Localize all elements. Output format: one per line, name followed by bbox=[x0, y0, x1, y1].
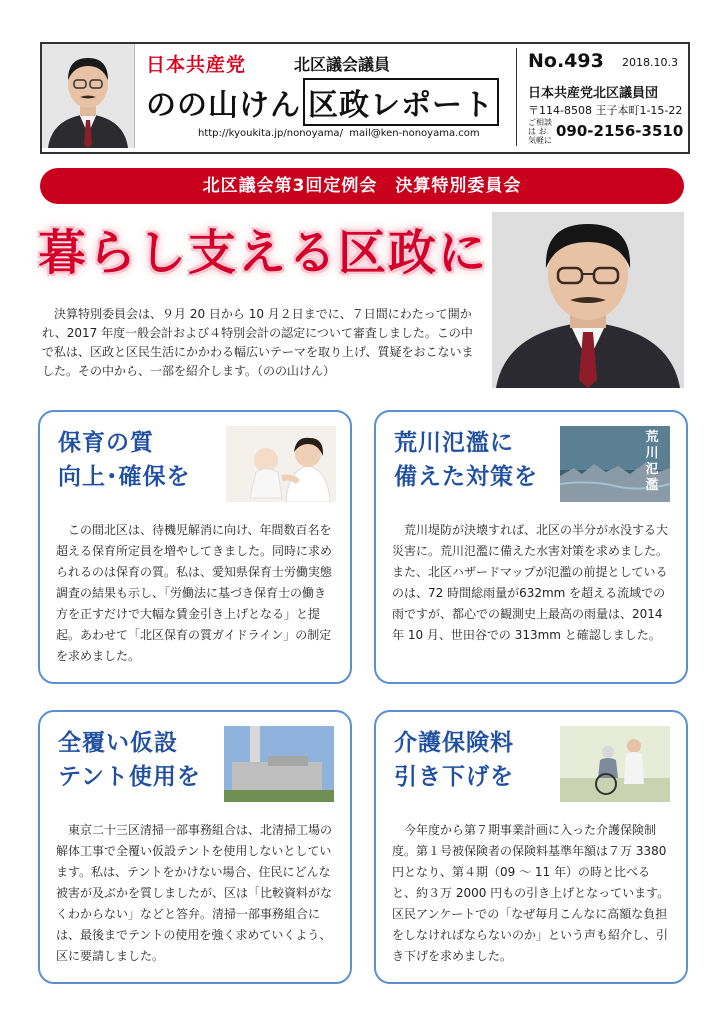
issue-number: No.493 bbox=[528, 50, 604, 72]
party-name: 日本共産党 bbox=[146, 54, 247, 76]
intro-text: 決算特別委員会は、９月 20 日から 10 月２日までに、７日間にわたって開かれ、2017 年度一般会計および４特別会計の認定について審査しました。この中で私は、区政と区民生活にかかわる幅広いテーマを取り上げ、質疑をおこないました。その中から、一部を紹介します。（のの山けん） bbox=[42, 307, 474, 378]
header-portrait-photo bbox=[42, 44, 135, 148]
headline: 暮らし支える区政に bbox=[38, 225, 489, 281]
card-title bbox=[58, 426, 191, 494]
card-title-line1: 全覆い仮設 bbox=[58, 730, 178, 756]
card-title bbox=[394, 726, 514, 794]
mail-link[interactable]: mail@ken-nonoyama.com bbox=[349, 128, 480, 139]
flood-image-caption: 荒川氾濫 bbox=[645, 430, 659, 493]
card-tent bbox=[38, 710, 352, 984]
card-title-line1: 荒川氾濫に bbox=[394, 430, 514, 456]
card-title bbox=[58, 726, 201, 794]
card-body: 東京二十三区清掃一部事務組合は、北清掃工場の解体工事で全覆い仮設テントを使用しないとしています。私は、テントをかけない場合、住民にどんな被害が及ぶかを質しましたが、区は「比較資料がなくわからない」などと答弁。清掃一部事務組合には、最後までテントの使用を強く求めていくよう、区に要請しました。 bbox=[56, 823, 333, 963]
card-title-line2: 備えた対策を bbox=[394, 464, 538, 490]
organization-address: 〒114-8508 王子本町1-15-22 bbox=[528, 104, 683, 117]
member-role: 北区議会議員 bbox=[294, 55, 391, 74]
card-flood bbox=[374, 410, 688, 684]
mother-baby-photo bbox=[226, 426, 336, 502]
card-title-line2: 引き下げを bbox=[394, 764, 514, 790]
organization-name: 日本共産党北区議員団 bbox=[528, 86, 659, 101]
report-title bbox=[146, 78, 499, 126]
card-title bbox=[394, 426, 538, 494]
card-body: 荒川堤防が決壊すれば、北区の半分が水没する大災害に。荒川氾濫に備えた水害対策を求めました。また、北区ハザードマップが氾濫の前提としているのは、72 時間総雨量が632mm を超える流域での雨ですが、都心での観測史上最高の雨量は、2014 年 10 月、世田谷での 313mm と確認しました。 bbox=[392, 523, 669, 642]
report-header bbox=[40, 42, 690, 154]
intro-paragraph bbox=[42, 305, 480, 381]
member-name: のの山けん bbox=[146, 88, 301, 123]
session-banner: 北区議会第3回定例会 決算特別委員会 bbox=[40, 168, 684, 204]
issue-date: 2018.10.3 bbox=[622, 56, 678, 69]
website-link[interactable]: http://kyoukita.jp/nonoyama/ bbox=[198, 128, 343, 139]
card-care-insurance bbox=[374, 710, 688, 984]
card-title-line2: 向上･確保を bbox=[58, 464, 191, 490]
contact-links bbox=[198, 128, 480, 139]
flood-map-photo bbox=[560, 426, 670, 502]
card-childcare bbox=[38, 410, 352, 684]
portrait-photo bbox=[492, 212, 684, 388]
card-title-line2: テント使用を bbox=[58, 764, 201, 790]
card-title-line1: 介護保険料 bbox=[394, 730, 514, 756]
report-name: 区政レポート bbox=[303, 78, 499, 126]
contact-note: ご相談は お気軽に bbox=[528, 118, 552, 145]
phone-number: 090-2156-3510 bbox=[556, 122, 684, 140]
card-title-line1: 保育の質 bbox=[58, 430, 154, 456]
wheelchair-care-photo bbox=[560, 726, 670, 802]
header-divider bbox=[516, 48, 517, 146]
card-body: 今年度から第７期事業計画に入った介護保険制度。第１号被保険者の保険料基準年額は７万 3380 円となり、第４期（09 ～ 11 年）の時と比べると、約３万 2000 円もの引き上げとなっています。区民アンケートでの「なぜ毎月こんなに高額な負担をしなければならないのか」という声も紹介し、引き下げを求めました。 bbox=[392, 823, 670, 963]
card-body: この間北区は、待機児解消に向け、年間数百名を超える保育所定員を増やしてきました。同時に求められるのは保育の質。私は、愛知県保育士労働実態調査の結果も示し、「労働法に基づき保育士の働き方を正すだけで大幅な賃金引き上げとなる」と提起。あわせて「北区保育の質ガイドライン」の制定を求めました。 bbox=[56, 523, 333, 663]
incineration-plant-photo bbox=[224, 726, 334, 802]
